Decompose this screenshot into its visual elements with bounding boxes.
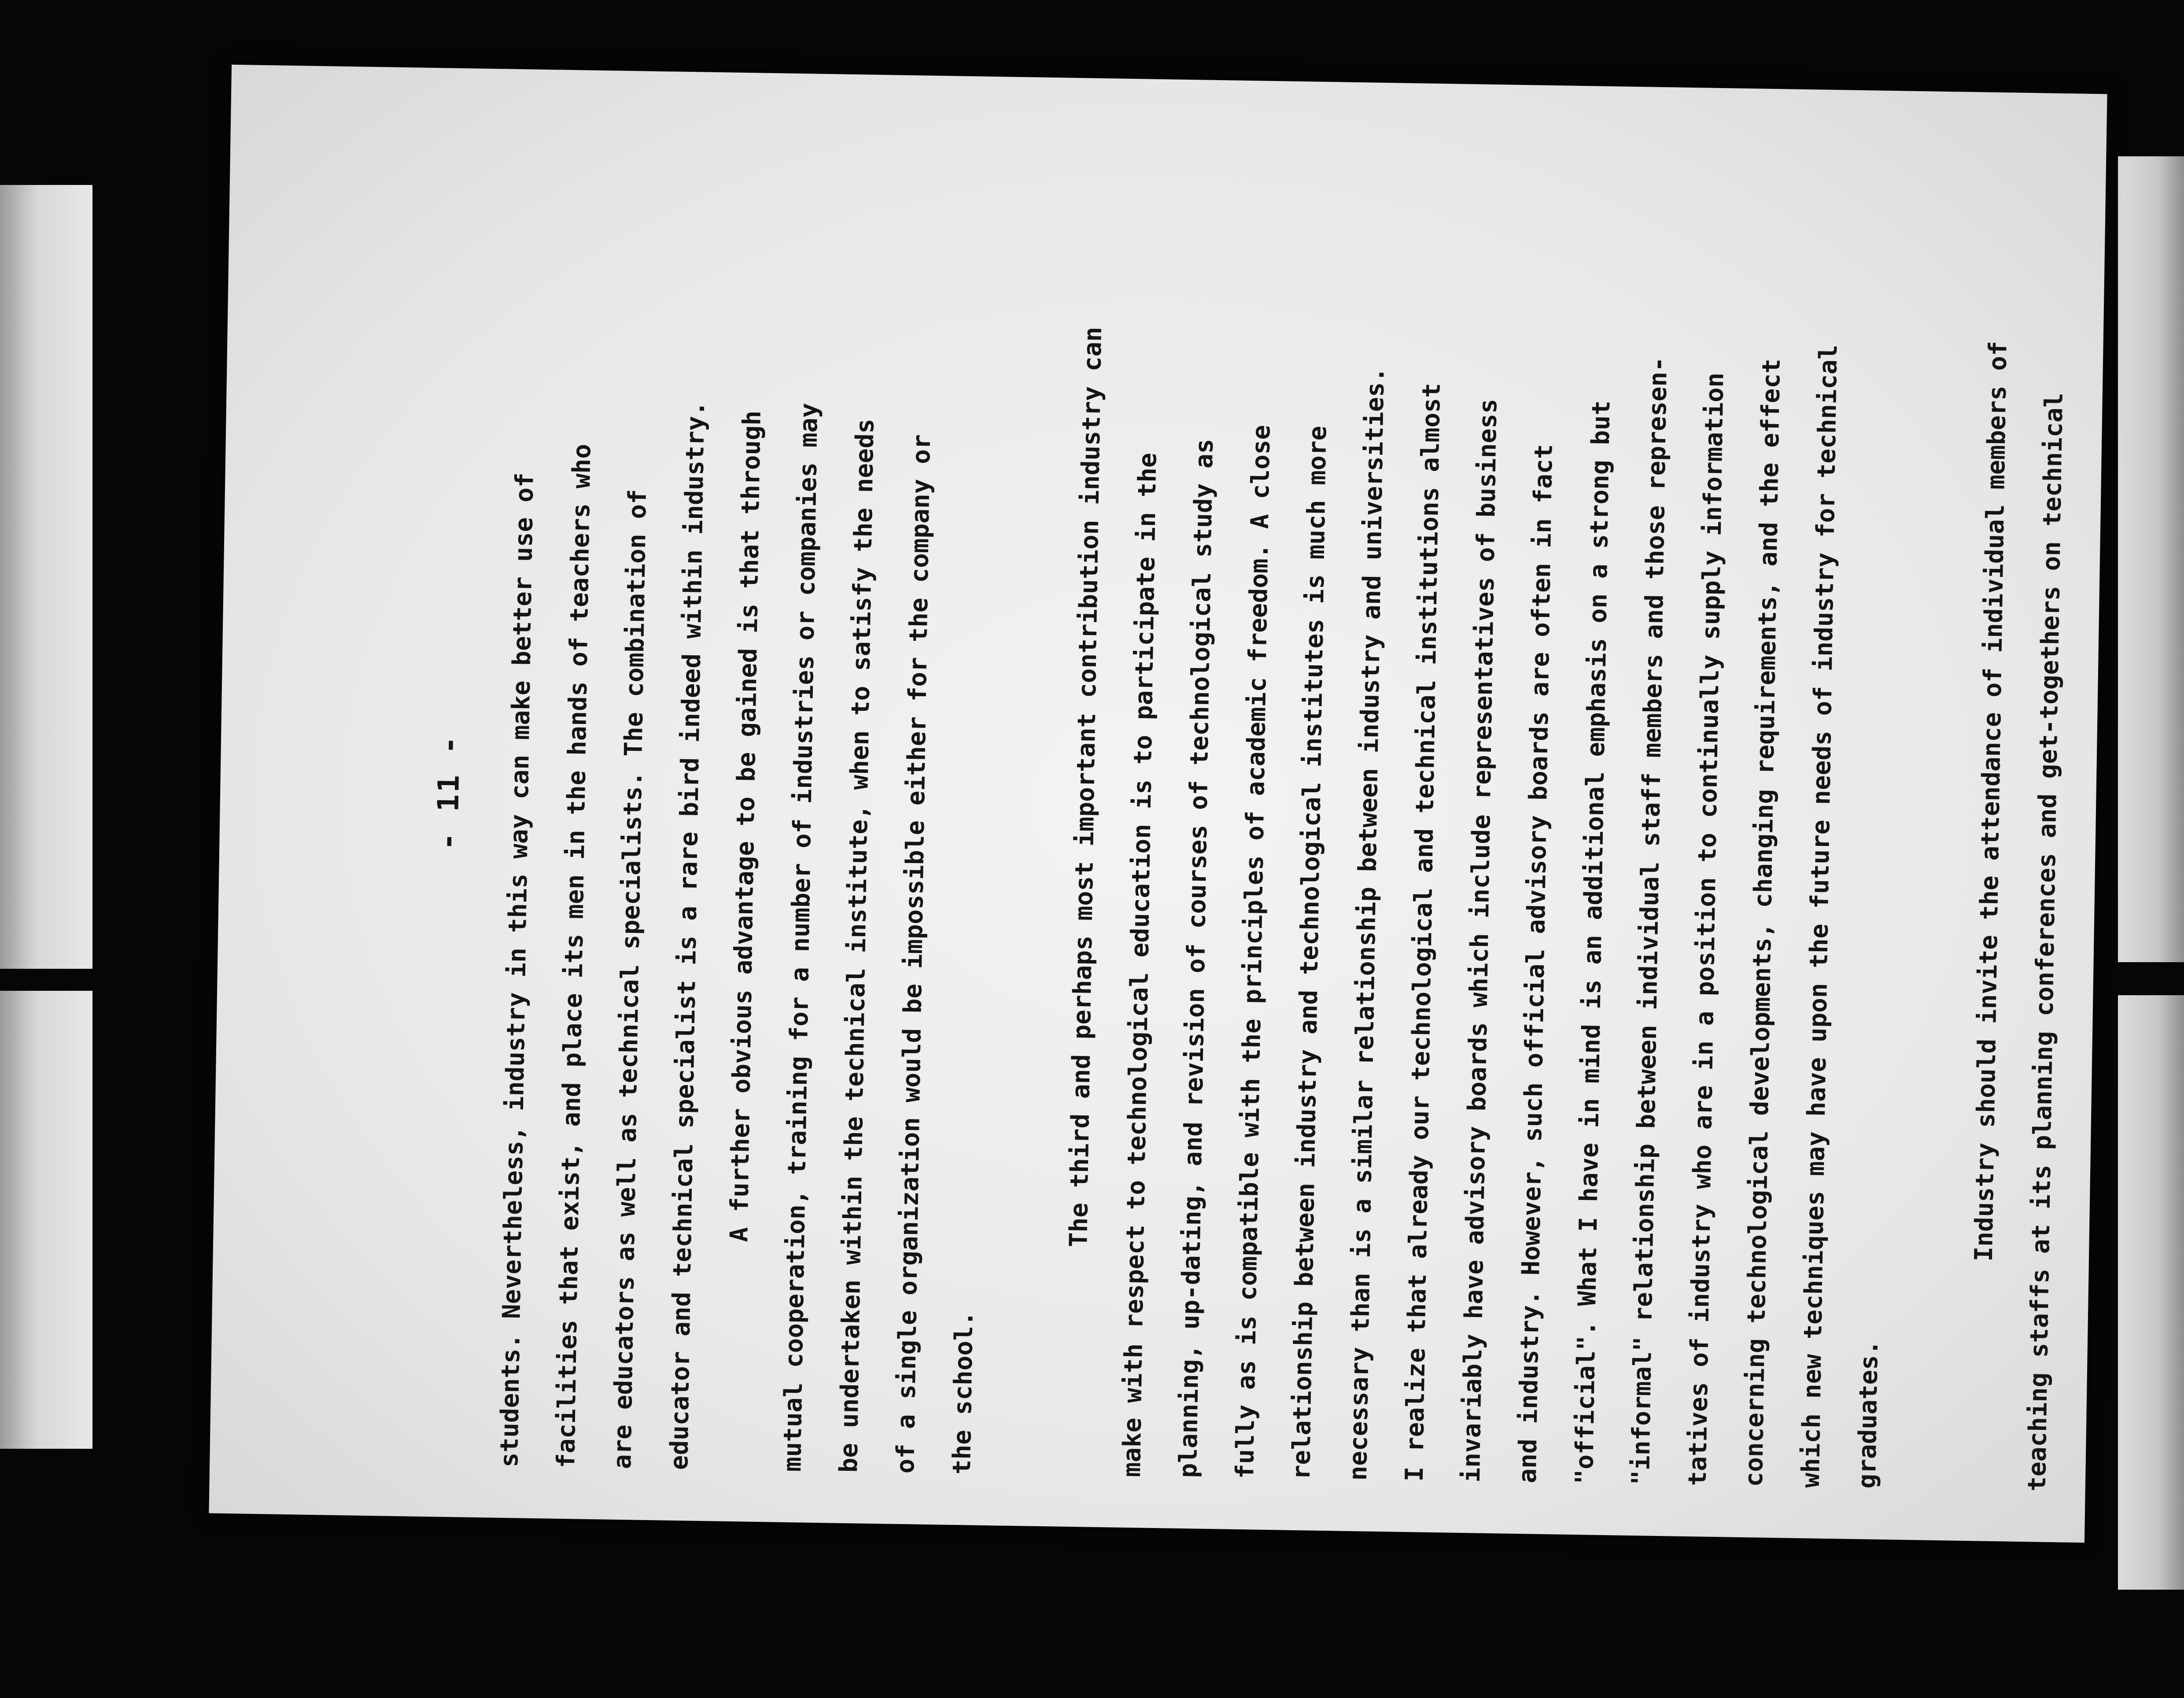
text-line: "informal" relationship between individual staff members and those represen- <box>1626 356 1673 1485</box>
text-line: The third and perhaps most important contribution industry can <box>1064 326 1107 1248</box>
text-line: are educators as well as technical specialists. The combination of <box>608 489 653 1469</box>
text-line: Industry should invite the attendance of individual members of <box>1969 341 2013 1262</box>
text-line: graduates. <box>1852 1340 1884 1489</box>
adjacent-page-left-edge <box>0 185 92 969</box>
text-line: "official". What I have in mind is an additional emphasis on a strong but <box>1570 400 1616 1484</box>
text-line: tatives of industry who are in a position to continually supply information <box>1683 372 1730 1486</box>
text-line: educator and technical specialist is a rare bird indeed within industry. <box>664 401 710 1470</box>
text-line: fully as is compatible with the principles of academic freedom. A close <box>1230 424 1276 1479</box>
text-line: I realize that already our technological and technical institutions almost <box>1400 383 1446 1482</box>
text-line: make with respect to technological education is to participate in the <box>1117 452 1162 1477</box>
text-line: invariably have advisory boards which include representatives of business <box>1457 398 1503 1483</box>
scanned-page <box>209 65 2107 1543</box>
text-line: facilities that exist, and place its men in the hands of teachers who <box>551 443 597 1469</box>
adjacent-page-right-edge <box>2118 156 2184 962</box>
text-line: concerning technological developments, changing requirements, and the effect <box>1739 358 1786 1487</box>
paragraph-3 <box>1047 129 1917 1489</box>
page-number: - 11 - <box>431 734 467 851</box>
text-line: be undertaken within the technical institute, when to satisfy the needs <box>834 418 880 1473</box>
text-line: teaching staffs at its planning conferences and get-togethers on technical <box>2022 392 2069 1492</box>
paragraph-2 <box>708 123 1011 1475</box>
text-line: of a single organization would be impossible either for the company or <box>891 434 936 1474</box>
text-line: mutual cooperation, training for a number of industries or companies may <box>778 402 823 1472</box>
text-line: which new techniques may have upon the future needs of industry for technical <box>1796 344 1843 1488</box>
text-line: relationship between industry and technological institutes is much more <box>1287 425 1332 1480</box>
adjacent-page-left-edge-lower <box>0 991 92 1449</box>
page-text-block <box>421 118 2069 1492</box>
text-line: students. Nevertheless, industry in this way can make better use of <box>495 472 539 1468</box>
text-line: the school. <box>948 1310 979 1475</box>
text-line: necessary than is a similar relationship between industry and universities. <box>1343 367 1390 1481</box>
paragraph-4 <box>1952 143 2087 1492</box>
adjacent-page-right-edge-lower <box>2118 995 2184 1590</box>
text-line: A further obvious advantage to be gained is that through <box>725 410 767 1242</box>
text-line: and industry. However, such official advisory boards are often in fact <box>1513 444 1558 1484</box>
paragraph-1 <box>481 119 729 1470</box>
text-line: planning, up-dating, and revision of courses of technological study as <box>1173 438 1219 1478</box>
